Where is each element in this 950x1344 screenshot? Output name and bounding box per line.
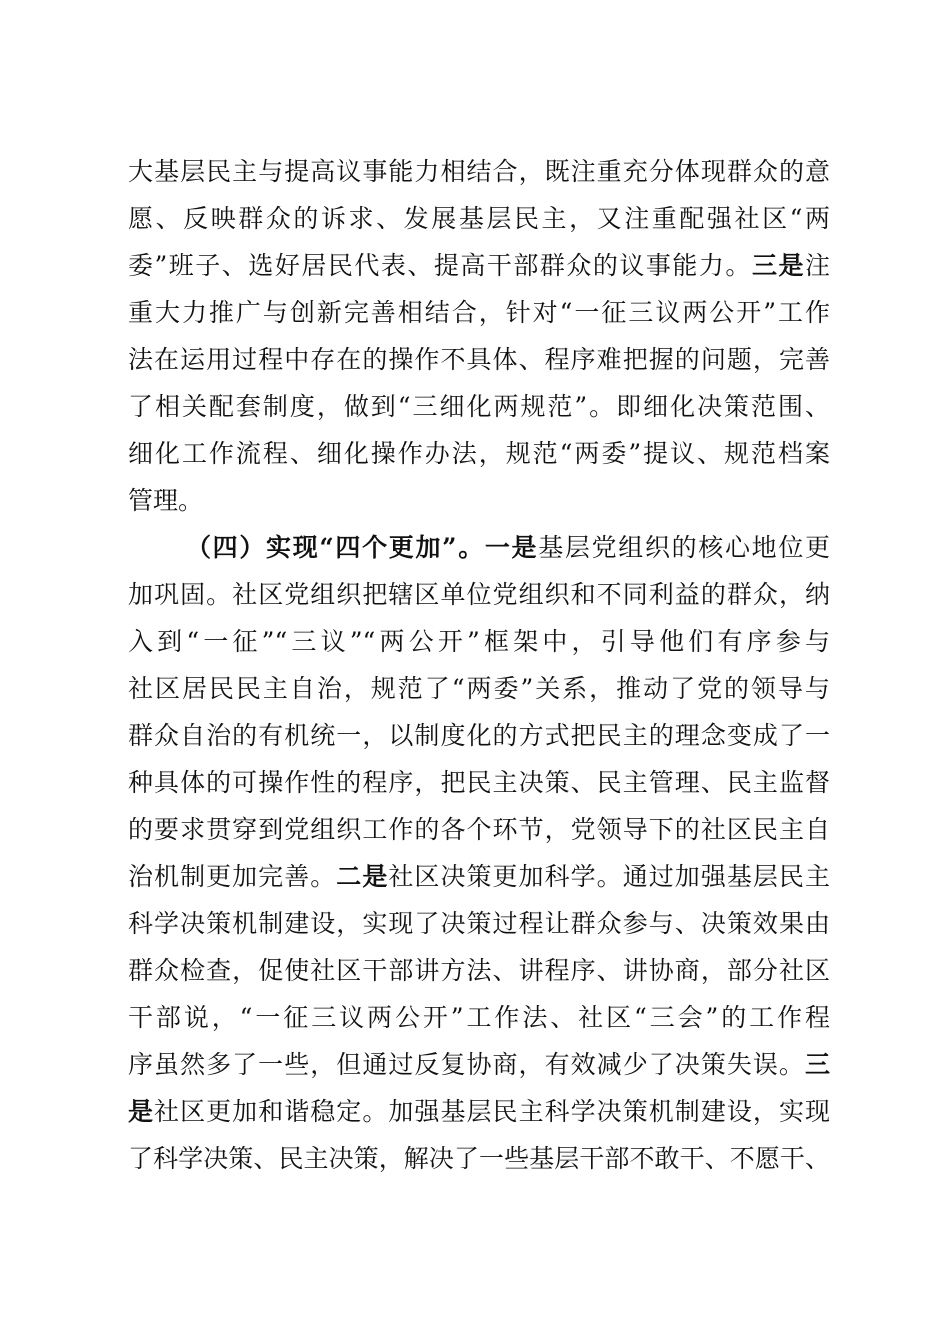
text-span: 注 [804,251,830,280]
paragraph-1-line-5 [128,336,830,383]
paragraph-2-line-8 [128,853,830,900]
paragraph-2-line-3 [128,618,830,665]
paragraph-2-line-13 [128,1088,830,1135]
text-span: 了科学决策、民主决策，解决了一些基层干部不敢干、不愿干、 [128,1144,830,1173]
paragraph-2-line-4 [128,665,830,712]
text-span: 委”班子、选好居民代表、提高干部群众的议事能力。 [128,251,752,280]
paragraph-2-line-2 [128,571,830,618]
paragraph-1-line-7 [128,430,830,477]
body-text [128,148,830,1182]
bold-lead-in: 三是 [751,251,805,280]
paragraph-2-line-10 [128,947,830,994]
paragraph-2-line-14 [128,1135,830,1182]
bold-lead-in: 三 [804,1050,830,1079]
section-heading: （四）实现“四个更加”。一是 [186,533,539,562]
text-span: 细化工作流程、细化操作办法，规范“两委”提议、规范档案 [128,439,830,468]
text-span: 科学决策机制建设，实现了决策过程让群众参与、决策效果由 [128,909,830,938]
text-span: 基层党组织的核心地位更 [538,533,830,562]
text-span: 入到“一征”“三议”“两公开”框架中，引导他们有序参与 [128,627,830,656]
paragraph-2-line-7 [128,806,830,853]
bold-lead-in: 是 [128,1097,155,1126]
paragraph-1-line-8 [128,477,830,524]
paragraph-2-line-1 [128,524,830,571]
paragraph-1-line-1 [128,148,830,195]
text-span: 的要求贯穿到党组织工作的各个环节，党领导下的社区民主自 [128,815,830,844]
text-span: 序虽然多了一些，但通过反复协商，有效减少了决策失误。 [128,1050,805,1079]
text-span: 社区居民民主自治，规范了“两委”关系，推动了党的领导与 [128,674,830,703]
text-span: 社区更加和谐稳定。加强基层民主科学决策机制建设，实现 [154,1097,830,1126]
paragraph-2-line-12 [128,1041,830,1088]
paragraph-2-line-5 [128,712,830,759]
paragraph-1-line-2 [128,195,830,242]
text-span: 重大力推广与创新完善相结合，针对“一征三议两公开”工作 [128,298,830,327]
paragraph-1-line-6 [128,383,830,430]
text-span: 干部说，“一征三议两公开”工作法、社区“三会”的工作程 [128,1003,830,1032]
text-span: 加巩固。社区党组织把辖区单位党组织和不同利益的群众，纳 [128,580,830,609]
text-span: 治机制更加完善。 [128,862,337,891]
text-span: 群众检查，促使社区干部讲方法、讲程序、讲协商，部分社区 [128,956,830,985]
paragraph-1-line-3 [128,242,830,289]
bold-lead-in: 二是 [336,862,389,891]
paragraph-2-line-9 [128,900,830,947]
text-span: 群众自治的有机统一，以制度化的方式把民主的理念变成了一 [128,721,830,750]
text-span: 了相关配套制度，做到“三细化两规范”。即细化决策范围、 [128,392,830,421]
text-span: 大基层民主与提高议事能力相结合，既注重充分体现群众的意 [128,157,830,186]
text-span: 种具体的可操作性的程序，把民主决策、民主管理、民主监督 [128,768,830,797]
paragraph-1-line-4 [128,289,830,336]
text-span: 愿、反映群众的诉求、发展基层民主，又注重配强社区“两 [128,204,830,233]
text-span: 社区决策更加科学。通过加强基层民主 [388,862,830,891]
text-span: 法在运用过程中存在的操作不具体、程序难把握的问题，完善 [128,345,830,374]
text-span: 管理。 [128,486,204,515]
paragraph-2-line-11 [128,994,830,1041]
paragraph-2-line-6 [128,759,830,806]
